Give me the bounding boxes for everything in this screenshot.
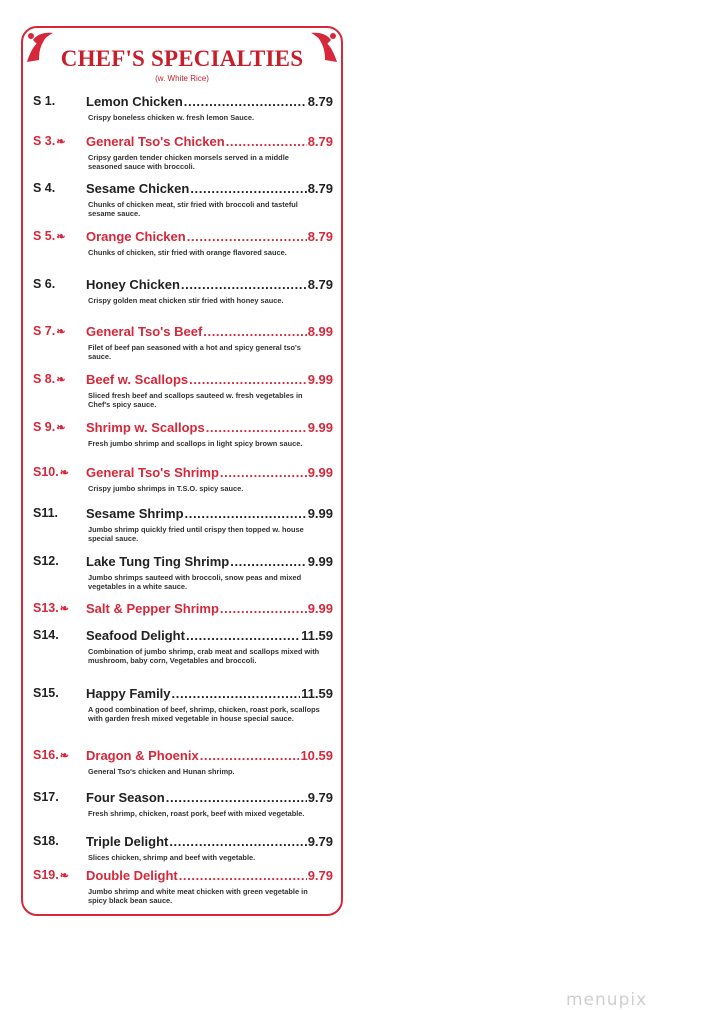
item-price: 8.79	[307, 181, 333, 196]
item-row	[86, 506, 333, 521]
watermark: menupix	[566, 990, 648, 1010]
item-name: Lake Tung Ting Shrimp	[86, 554, 230, 569]
item-name: Triple Delight	[86, 834, 169, 849]
item-name: Double Delight	[86, 868, 178, 883]
item-code-label: S 6.	[33, 277, 56, 291]
item-row	[86, 134, 333, 149]
item-row	[86, 790, 333, 805]
item-price: 9.99	[307, 465, 333, 480]
item-code	[33, 134, 83, 148]
item-code-label: S14.	[33, 628, 59, 642]
item-name: Dragon & Phoenix	[86, 748, 199, 763]
menu-subtitle: (w. White Rice)	[155, 74, 209, 83]
dot-leader	[230, 554, 306, 569]
pepper-icon: ❧	[59, 603, 69, 615]
pepper-icon: ❧	[56, 374, 66, 386]
item-code	[33, 181, 83, 195]
item-price: 11.59	[301, 628, 333, 643]
item-price: 10.59	[300, 748, 333, 763]
item-description: Crispy golden meat chicken stir fried with honey sauce.	[88, 296, 284, 305]
item-price: 8.79	[307, 277, 333, 292]
item-price: 9.79	[307, 790, 333, 805]
item-row	[86, 465, 333, 480]
item-price: 9.79	[307, 834, 333, 849]
item-description: General Tso's chicken and Hunan shrimp.	[88, 767, 235, 776]
item-code-label: S15.	[33, 686, 59, 700]
item-name: Seafood Delight	[86, 628, 185, 643]
item-row	[86, 868, 333, 883]
item-row	[86, 686, 333, 701]
item-name: Honey Chicken	[86, 277, 180, 292]
item-price: 9.99	[307, 372, 333, 387]
item-price: 8.79	[307, 94, 333, 109]
item-code-label: S 7.	[33, 324, 56, 338]
item-row	[86, 94, 333, 109]
pepper-icon: ❧	[56, 231, 66, 243]
pepper-icon: ❧	[59, 870, 69, 882]
dot-leader	[172, 686, 301, 701]
item-code	[33, 628, 83, 642]
item-price: 9.99	[307, 420, 333, 435]
item-name: Salt & Pepper Shrimp	[86, 601, 219, 616]
dot-leader	[206, 420, 307, 435]
dot-leader	[186, 628, 300, 643]
dot-leader	[184, 94, 307, 109]
item-code-label: S19.	[33, 868, 59, 882]
item-price: 9.99	[307, 554, 333, 569]
item-name: Beef w. Scallops	[86, 372, 189, 387]
item-code	[33, 372, 83, 386]
item-code-label: S 9.	[33, 420, 56, 434]
item-row	[86, 229, 333, 244]
item-name: General Tso's Chicken	[86, 134, 225, 149]
item-code-label: S 3.	[33, 134, 56, 148]
item-description: Jumbo shrimp and white meat chicken with green vegetable in spicy black bean sauce.	[88, 887, 308, 905]
dot-leader	[179, 868, 307, 883]
item-description: A good combination of beef, shrimp, chicken, roast pork, scallops with garden fresh mixed vegetable in house special sauce.	[88, 705, 320, 723]
item-code	[33, 277, 83, 291]
item-row	[86, 628, 333, 643]
item-name: Sesame Chicken	[86, 181, 190, 196]
item-code-label: S 8.	[33, 372, 56, 386]
item-name: Lemon Chicken	[86, 94, 183, 109]
item-code	[33, 465, 83, 479]
item-description: Crispy boneless chicken w. fresh lemon Sauce.	[88, 113, 255, 122]
item-code-label: S17.	[33, 790, 59, 804]
dot-leader	[203, 324, 306, 339]
item-row	[86, 324, 333, 339]
item-row	[86, 277, 333, 292]
item-row	[86, 372, 333, 387]
item-code-label: S 1.	[33, 94, 56, 108]
item-price: 11.59	[301, 686, 333, 701]
item-code	[33, 94, 83, 108]
pepper-icon: ❧	[59, 750, 69, 762]
item-name: Shrimp w. Scallops	[86, 420, 205, 435]
item-description: Fresh shrimp, chicken, roast pork, beef with mixed vegetable.	[88, 809, 305, 818]
item-description: Jumbo shrimp quickly fried until crispy then topped w. house special sauce.	[88, 525, 304, 543]
item-code	[33, 601, 83, 615]
item-code-label: S16.	[33, 748, 59, 762]
dot-leader	[187, 229, 307, 244]
item-code	[33, 554, 83, 568]
item-description: Filet of beef pan seasoned with a hot and spicy general tso's sauce.	[88, 343, 301, 361]
menu-title: CHEF'S SPECIALTIES	[60, 46, 304, 71]
item-description: Combination of jumbo shrimp, crab meat and scallops mixed with mushroom, baby corn, Vegetables and broccoli.	[88, 647, 320, 665]
item-code	[33, 834, 83, 848]
item-description: Fresh jumbo shrimp and scallops in light spicy brown sauce.	[88, 439, 303, 448]
dot-leader	[220, 601, 307, 616]
item-description: Chunks of chicken meat, stir fried with broccoli and tasteful sesame sauce.	[88, 200, 298, 218]
item-price: 8.79	[307, 229, 333, 244]
dot-leader	[220, 465, 307, 480]
item-description: Crispy jumbo shrimps in T.S.O. spicy sauce.	[88, 484, 244, 493]
item-code-label: S10.	[33, 465, 59, 479]
item-price: 9.99	[307, 601, 333, 616]
item-code	[33, 420, 83, 434]
item-name: General Tso's Beef	[86, 324, 203, 339]
pepper-icon: ❧	[56, 136, 66, 148]
dot-leader	[166, 790, 307, 805]
item-price: 9.79	[307, 868, 333, 883]
item-code-label: S11.	[33, 506, 59, 520]
dot-leader	[190, 181, 306, 196]
item-name: Happy Family	[86, 686, 171, 701]
item-row	[86, 420, 333, 435]
menu-items	[23, 28, 341, 914]
item-code-label: S18.	[33, 834, 59, 848]
item-code	[33, 324, 83, 338]
item-code-label: S12.	[33, 554, 59, 568]
item-row	[86, 834, 333, 849]
item-name: Sesame Shrimp	[86, 506, 184, 521]
dot-leader	[189, 372, 307, 387]
item-description: Slices chicken, shrimp and beef with vegetable.	[88, 853, 256, 862]
item-name: Orange Chicken	[86, 229, 186, 244]
item-description: Jumbo shrimps sauteed with broccoli, snow peas and mixed vegetables in a white sauce.	[88, 573, 302, 591]
item-description: Sliced fresh beef and scallops sauteed w. fresh vegetables in Chef's spicy sauce.	[88, 391, 303, 409]
item-code	[33, 748, 83, 762]
item-code	[33, 686, 83, 700]
menu-panel	[21, 26, 343, 916]
item-row	[86, 181, 333, 196]
item-row	[86, 748, 333, 763]
item-price: 8.79	[307, 134, 333, 149]
dot-leader	[185, 506, 307, 521]
item-code-label: S13.	[33, 601, 59, 615]
pepper-icon: ❧	[56, 326, 66, 338]
item-description: Chunks of chicken, stir fried with orange flavored sauce.	[88, 248, 287, 257]
item-code	[33, 506, 83, 520]
dot-leader	[200, 748, 300, 763]
pepper-icon: ❧	[56, 422, 66, 434]
item-code-label: S 4.	[33, 181, 56, 195]
item-code	[33, 868, 83, 882]
item-row	[86, 554, 333, 569]
pepper-icon: ❧	[59, 467, 69, 479]
dot-leader	[226, 134, 307, 149]
item-description: Cripsy garden tender chicken morsels served in a middle seasoned sauce with broccoli.	[88, 153, 289, 171]
dot-leader	[181, 277, 307, 292]
item-name: Four Season	[86, 790, 165, 805]
dot-leader	[169, 834, 306, 849]
item-code-label: S 5.	[33, 229, 56, 243]
item-code	[33, 790, 83, 804]
item-name: General Tso's Shrimp	[86, 465, 219, 480]
item-code	[33, 229, 83, 243]
item-price: 8.99	[307, 324, 333, 339]
item-row	[86, 601, 333, 616]
item-price: 9.99	[307, 506, 333, 521]
